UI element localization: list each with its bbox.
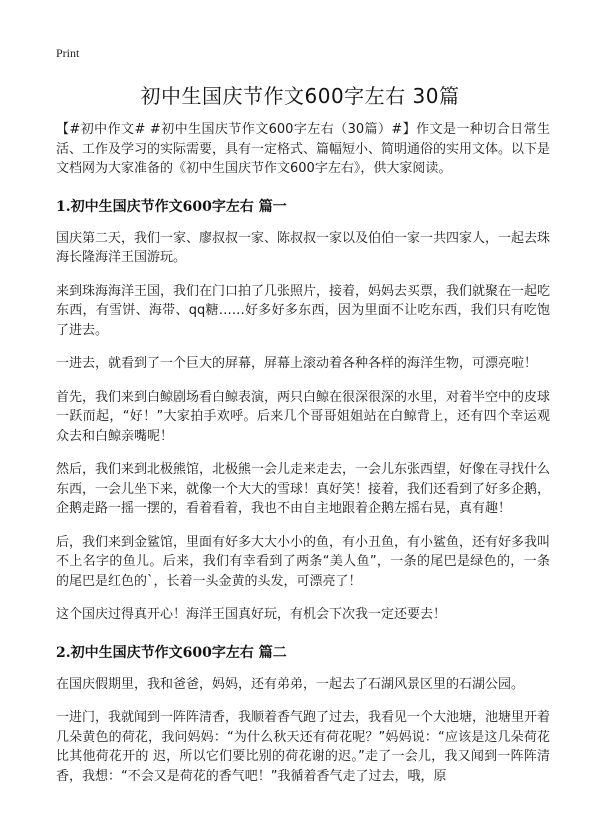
section-heading-2: 2.初中生国庆节作文600字左右 篇二 — [56, 644, 287, 661]
paragraph: 来到珠海海洋王国，我们在门口拍了几张照片，接着，妈妈去买票，我们就聚在一起吃东西，有雪饼、海带、qq糖……好多好多东西，因为里面不让吃东西，我们只有吃饱了进去。 — [56, 283, 551, 338]
article-body — [56, 120, 550, 800]
paragraph: 在国庆假期里，我和爸爸，妈妈，还有弟弟，一起去了石湖风景区里的石湖公园。 — [56, 676, 525, 692]
page-title: 初中生国庆节作文600字左右 30篇 — [140, 84, 460, 108]
paragraph: 这个国庆过得真开心！海洋王国真好玩，有机会下次我一定还要去！ — [56, 607, 447, 622]
section-heading-1: 1.初中生国庆节作文600字左右 篇一 — [56, 198, 287, 215]
paragraph: 一进去，就看到了一个巨大的屏幕，屏幕上滚动着各种各样的海洋生物，可漂亮啦！ — [56, 356, 538, 371]
print-link[interactable]: Print — [56, 46, 80, 60]
paragraph: 后，我们来到金鲨馆，里面有好多大大小小的鱼，有小丑鱼，有小鲨鱼，还有好多我叫不上名字的鱼儿。后来，我们有幸看到了两条“美人鱼”，一条的尾巴是绿色的，一条的尾巴是红色的`，长着一头金黄的头发，可漂亮了！ — [56, 534, 551, 589]
paragraph: 然后，我们来到北极熊馆，北极熊一会儿走来走去，一会儿东张西望，好像在寻找什么东西，一会儿坐下来，就像一个大大的雪球！真好笑！接着，我们还看到了好多企鹅，企鹅走路一摇一摆的，看着看着，我也不由自主地跟着企鹅左摇右晃，真有趣！ — [56, 462, 551, 516]
paragraph: 首先，我们来到白鲸剧场看白鲸表演，两只白鲸在很深很深的水里，对着半空中的皮球一跃而起，“好！”大家拍手欢呼。后来几个哥哥姐姐站在白鲸背上，还有四个幸运观众去和白鲸亲嘴呢！ — [56, 389, 551, 444]
paragraph: 一进门，我就闻到一阵阵清香，我顺着香气跑了过去，我看见一个大池塘，池塘里开着几朵黄色的荷花，我问妈妈：“为什么秋天还有荷花呢？”妈妈说：“应该是这几朵荷花比其他荷花开的 迟，所以它们要比别的荷花谢的迟。”走了一会儿，我又闻到一阵阵清香，我想：“不会又是荷花的香气吧！”我循着香气走了过去，哦，原 — [56, 710, 551, 784]
intro-paragraph: 【#初中作文# #初中生国庆节作文600字左右（30篇）#】作文是一种切合日常生活、工作及学习的实际需要，具有一定格式、篇幅短小、简明通俗的实用文体。以下是文档网为大家准备的《初中生国庆节作文600字左右》，供大家阅读。 — [56, 122, 551, 176]
paragraph: 国庆第二天，我们一家、廖叔叔一家、陈叔叔一家以及伯伯一家一共四家人，一起去珠海长隆海洋王国游玩。 — [56, 230, 551, 265]
